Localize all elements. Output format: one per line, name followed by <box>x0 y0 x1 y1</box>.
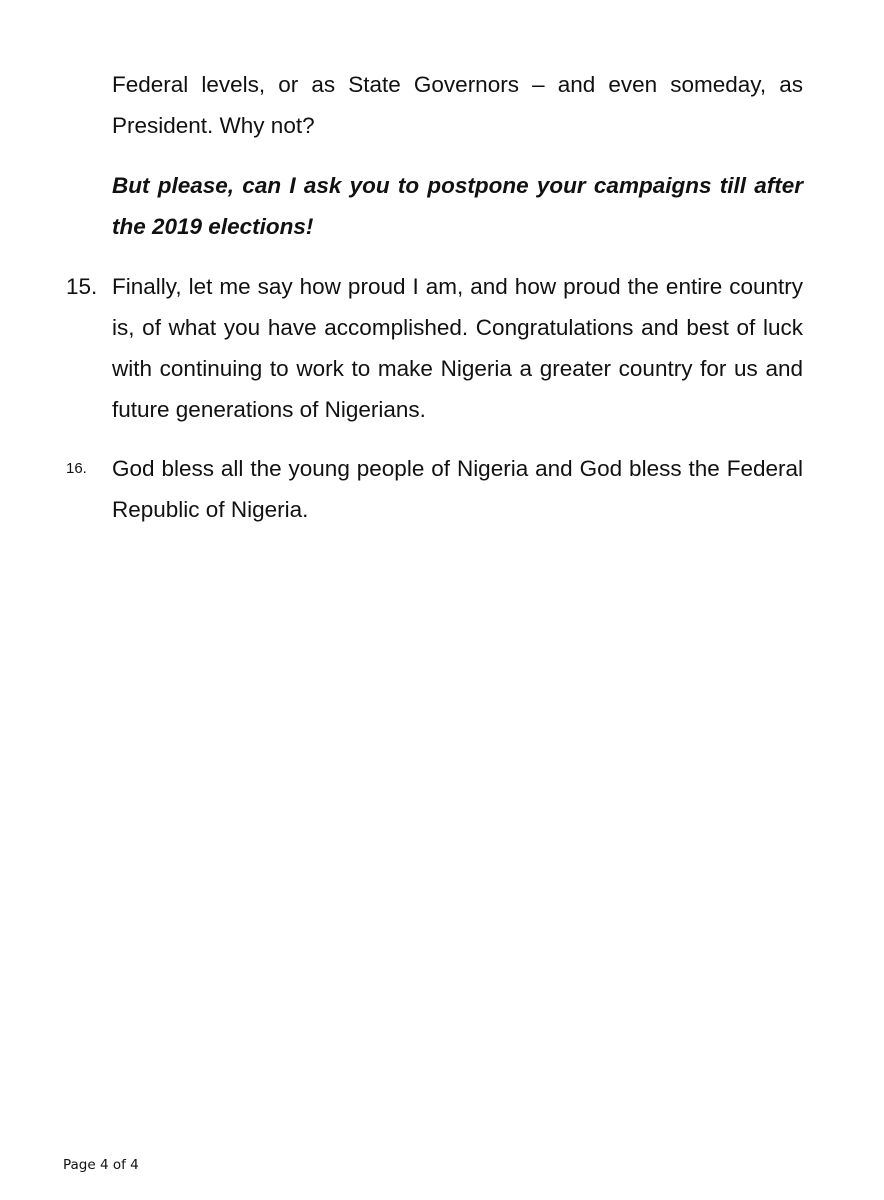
page-footer: Page 4 of 4 <box>63 1157 139 1173</box>
paragraph-number-15: 15. <box>66 274 98 299</box>
paragraph-number-16: 16. <box>66 460 87 477</box>
paragraph-continuation: Federal levels, or as State Governors – and even someday, as President. Why not? <box>112 72 803 138</box>
paragraph-emphasis: But please, can I ask you to postpone your campaigns till after the 2019 elections! <box>112 173 803 239</box>
paragraph-15: Finally, let me say how proud I am, and how proud the entire country is, of what you have accomplished. Congratulations and best of luck with continuing to work to make Nigeria a greater country for us and future generations of Nigerians. <box>112 274 803 422</box>
paragraph-16: God bless all the young people of Nigeria and God bless the Federal Republic of Nigeria. <box>112 456 803 522</box>
